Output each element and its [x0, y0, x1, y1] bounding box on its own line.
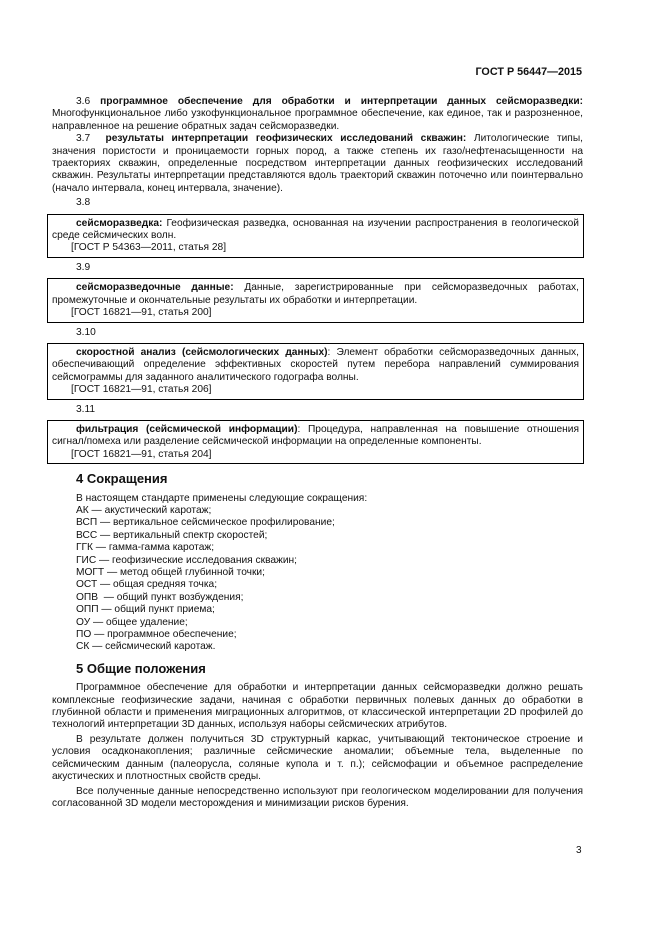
definition-source: [ГОСТ 16821—91, статья 200] — [71, 307, 212, 319]
definition-number-3-11: 3.11 — [76, 403, 96, 415]
definition-text: Данные, зарегистрированные при сейсморазведочных работах, промежуточные и окончательные результаты их обработки и интерпретации. — [52, 282, 579, 306]
definition-box-3-8 — [47, 214, 584, 258]
abbreviation-item: АК — акустический каротаж; — [76, 504, 212, 516]
definition-number: 3.7 — [76, 133, 91, 145]
definition-number-3-8: 3.8 — [76, 197, 91, 209]
abbreviation-item: ОПП — общий пункт приема; — [76, 604, 215, 616]
definition-box-3-11 — [47, 420, 584, 464]
definition-source: [ГОСТ Р 54363—2011, статья 28] — [71, 242, 227, 254]
definition-text: Геофизическая разведка, основанная на изучении распространения в геологической среде сейсмических волн. — [52, 217, 579, 242]
definition-term: скоростной анализ (сейсмологических данных) — [76, 346, 328, 358]
page-number: 3 — [576, 845, 582, 856]
page-content — [52, 96, 583, 810]
abbreviation-item: ОУ — общее удаление; — [76, 616, 188, 628]
definition-body — [52, 218, 579, 243]
section-5-paragraph: В результате должен получиться 3D структурный каркас, учитывающий тектоническое строение и условия осадконакопления; различные сейсмические аномалии; объемные тела, выделенные по сейсмическим данным (палеорусла, соляные купола и т. п.); сейсмофации и объемное распределение акустических и плотностных свойств среды. — [52, 733, 583, 783]
definition-term: фильтрация (сейсмической информации) — [76, 423, 298, 435]
abbreviation-item: ВСС — вертикальный спектр скоростей; — [76, 529, 268, 541]
definition-source: [ГОСТ 16821—91, статья 206] — [71, 384, 212, 396]
definition-text: Литологические типы, значения пористости и проницаемости горных пород, а также степень их газо/нефтенасыщенности на траекториях скважин, определенные посредством интерпретации данных геофизических исследований скважин. Результаты интерпретации представляются вдоль траекторий скважин поточечно или поинтервально (начало интервала, конец интервала, значение). — [52, 133, 583, 194]
definition-text: : Процедура, направленная на повышение отношения сигнал/помеха или разделение сейсмической информации на определенные компоненты. — [52, 423, 579, 448]
abbreviation-item: МОГТ — метод общей глубинной точки; — [76, 567, 265, 578]
definition-body — [52, 424, 579, 449]
definition-3-6 — [52, 96, 583, 133]
definition-term: результаты интерпретации геофизических исследований скважин: — [105, 133, 467, 145]
abbreviation-item: ВСП — вертикальное сейсмическое профилирование; — [76, 517, 335, 529]
definition-body — [52, 347, 579, 384]
definition-number: 3.6 — [76, 96, 91, 107]
definition-box-3-9 — [47, 278, 584, 322]
abbreviations-list — [52, 493, 583, 654]
definition-box-3-10 — [47, 343, 584, 400]
abbreviations-intro: В настоящем стандарте применены следующие сокращения: — [76, 492, 368, 504]
abbreviation-item: СК — сейсмический каротаж. — [76, 641, 216, 653]
abbreviation-item: ГГК — гамма-гамма каротаж; — [76, 542, 215, 554]
definition-text: Многофункциональное либо узкофункциональное программное обеспечение, как единое, так и разрозненное, направленное на решение обратных задач сейсморазведки. — [52, 108, 583, 132]
section-5-heading: 5 Общие положения — [76, 660, 206, 676]
section-5-paragraph: Программное обеспечение для обработки и интерпретации данных сейсморазведки должно решать комплексные геофизические задачи, начиная с обработки первичных полевых данных до обработки в глубинной области и применения миграционных алгоритмов, от классической интерпретации 2D профилей до технологий интерпретации 3D данных, используя наборы сейсмических атрибутов. — [52, 682, 583, 731]
definition-text: : Элемент обработки сейсморазведочных данных, обеспечивающий определение эффективных скоростей путем перебора направлений суммирования сейсмограммы для заданного аналитического годографа волны. — [52, 346, 579, 383]
abbreviation-item: ГИС — геофизические исследования скважин; — [76, 554, 297, 566]
section-5-paragraph: Все полученные данные непосредственно используют при геологическом моделировании для получения согласованной 3D модели месторождения и минимизации рисков бурения. — [52, 785, 583, 809]
definition-term: сейсморазведочные данные: — [76, 282, 234, 294]
definition-3-7 — [52, 133, 583, 195]
document-header: ГОСТ Р 56447—2015 — [475, 66, 582, 78]
abbreviation-item: ОПВ — общий пункт возбуждения; — [76, 591, 244, 603]
definition-number-3-9: 3.9 — [76, 261, 91, 273]
section-4-heading: 4 Сокращения — [76, 471, 168, 487]
abbreviation-item: ПО — программное обеспечение; — [76, 629, 237, 641]
definition-term: сейсморазведка: — [76, 217, 163, 229]
abbreviation-item: ОСТ — общая средняя точка; — [76, 579, 218, 591]
definition-body — [52, 282, 579, 307]
definition-term: программное обеспечение для обработки и интерпретации данных сейсморазведки: — [100, 96, 583, 107]
definition-number-3-10: 3.10 — [76, 326, 96, 338]
definition-source: [ГОСТ 16821—91, статья 204] — [71, 448, 212, 460]
